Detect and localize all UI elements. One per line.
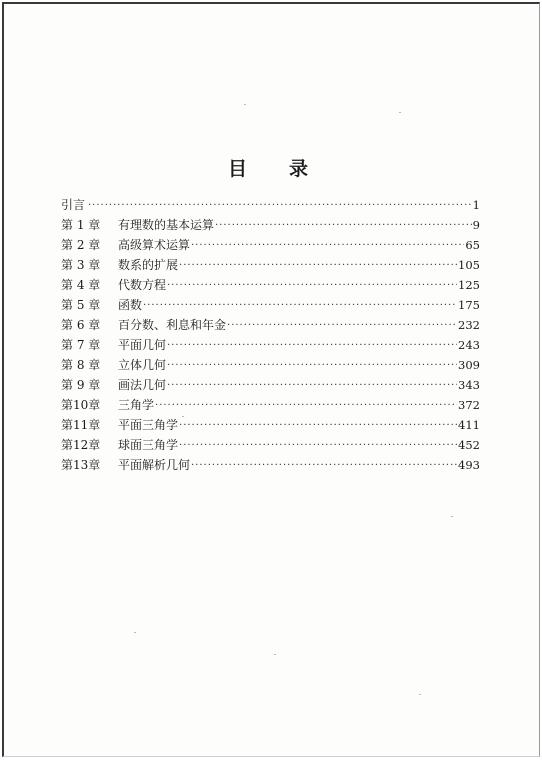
toc-entry[interactable] (61, 375, 480, 395)
table-of-contents (61, 195, 480, 475)
toc-chapter-number: 第 7 章 (61, 338, 101, 352)
toc-leader-dots (167, 276, 457, 296)
toc-chapter-number: 第 2 章 (61, 238, 101, 252)
toc-chapter-title: 球面三角学 (118, 438, 179, 452)
toc-chapter-title: 函数 (118, 298, 143, 312)
toc-leader-dots (227, 316, 457, 336)
toc-heading-char-2: 录 (289, 158, 309, 180)
toc-leader-dots (88, 196, 472, 216)
scan-speck (244, 104, 246, 105)
toc-chapter-number: 第13章 (61, 458, 101, 472)
toc-chapter-number: 第12章 (61, 438, 101, 452)
toc-entry[interactable] (61, 455, 480, 475)
scan-speck (274, 654, 276, 655)
toc-page-number: 452 (458, 438, 480, 452)
toc-leader-dots (215, 216, 472, 236)
toc-chapter-number: 第10章 (61, 398, 101, 412)
toc-chapter-title: 高级算术运算 (118, 238, 191, 252)
toc-chapter-number: 第 3 章 (61, 258, 101, 272)
toc-chapter-number: 第 9 章 (61, 378, 101, 392)
toc-chapter-number: 第 8 章 (61, 358, 101, 372)
scan-speck (134, 632, 136, 633)
toc-entry[interactable] (61, 315, 480, 335)
toc-chapter-title: 有理数的基本运算 (118, 218, 215, 232)
toc-entry[interactable] (61, 395, 480, 415)
toc-heading-char-1: 目 (228, 158, 248, 180)
toc-chapter-number: 第 6 章 (61, 318, 101, 332)
document-page (2, 2, 540, 757)
scan-speck (182, 416, 184, 417)
toc-chapter-number: 第 1 章 (61, 218, 101, 232)
toc-leader-dots (191, 236, 464, 256)
toc-entry[interactable] (61, 255, 480, 275)
toc-page-number: 309 (458, 358, 480, 372)
toc-page-number: 105 (458, 258, 480, 272)
toc-entry[interactable] (61, 335, 480, 355)
toc-page-number: 232 (458, 318, 480, 332)
toc-chapter-title: 平面几何 (118, 338, 167, 352)
toc-chapter-number: 第11章 (61, 418, 101, 432)
toc-leader-dots (167, 376, 457, 396)
toc-leader-dots (143, 296, 457, 316)
toc-entry[interactable] (61, 415, 480, 435)
toc-chapter-number: 第 4 章 (61, 278, 101, 292)
toc-page-number: 372 (458, 398, 480, 412)
toc-leader-dots (179, 256, 457, 276)
toc-leader-dots (167, 356, 457, 376)
toc-page-number: 243 (458, 338, 480, 352)
toc-entry[interactable] (61, 215, 480, 235)
toc-page-number: 65 (465, 238, 480, 252)
toc-chapter-title: 百分数、利息和年金 (118, 318, 227, 332)
toc-chapter-title: 画法几何 (118, 378, 167, 392)
toc-entry[interactable] (61, 275, 480, 295)
toc-entry-intro[interactable] (61, 195, 480, 215)
toc-page-number: 493 (458, 458, 480, 472)
toc-leader-dots (179, 416, 457, 436)
toc-page-number: 1 (472, 198, 480, 212)
toc-chapter-title: 平面解析几何 (118, 458, 191, 472)
toc-page-number: 175 (458, 298, 480, 312)
toc-entry[interactable] (61, 355, 480, 375)
toc-leader-dots (155, 396, 457, 416)
toc-chapter-title: 代数方程 (118, 278, 167, 292)
scan-speck (399, 112, 401, 113)
toc-entry[interactable] (61, 295, 480, 315)
toc-page-number: 125 (458, 278, 480, 292)
toc-leader-dots (191, 456, 457, 476)
toc-entry[interactable] (61, 235, 480, 255)
toc-leader-dots (179, 436, 457, 456)
toc-chapter-title: 立体几何 (118, 358, 167, 372)
toc-chapter-title: 数系的扩展 (118, 258, 179, 272)
scan-speck (451, 516, 453, 517)
scan-speck (419, 694, 421, 695)
toc-chapter-number: 第 5 章 (61, 298, 101, 312)
toc-page-number: 9 (472, 218, 480, 232)
toc-chapter-title: 三角学 (118, 398, 155, 412)
toc-page-number: 411 (458, 418, 480, 432)
toc-chapter-title: 平面三角学 (118, 418, 179, 432)
toc-intro-label: 引言 (61, 198, 86, 212)
toc-leader-dots (167, 336, 457, 356)
toc-page-number: 343 (458, 378, 480, 392)
toc-entry[interactable] (61, 435, 480, 455)
